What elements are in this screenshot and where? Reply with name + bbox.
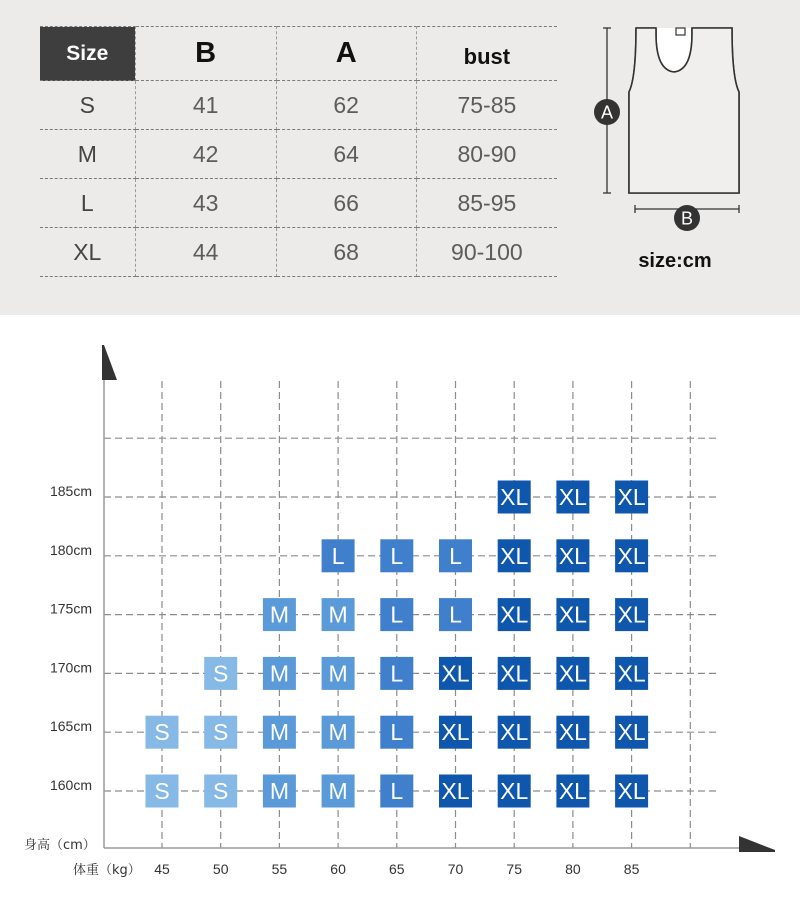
row-bust: 75-85 [416, 81, 557, 130]
size-cell [615, 539, 648, 572]
size-cell [380, 657, 413, 690]
size-cell [615, 716, 648, 749]
size-cell-label: M [328, 719, 348, 746]
size-cell-label: L [390, 778, 404, 804]
size-cell [498, 775, 531, 808]
size-cell-label: L [390, 601, 404, 628]
size-cell-label: XL [558, 601, 587, 628]
size-cell-label: M [328, 778, 348, 804]
size-table [40, 26, 557, 277]
x-tick-label: 55 [271, 861, 288, 877]
size-cell [556, 539, 589, 572]
size-cell-label: XL [617, 484, 646, 510]
size-cell [615, 598, 648, 631]
row-size: L [40, 179, 135, 228]
size-cell [263, 598, 296, 631]
x-tick-label: 85 [623, 861, 640, 877]
size-cell [322, 657, 355, 690]
size-cell-label: XL [558, 719, 587, 746]
size-cell [146, 716, 179, 749]
row-size: XL [40, 228, 135, 277]
size-cell-label: M [328, 660, 348, 687]
size-cell-label: XL [558, 660, 587, 687]
size-cell-label: S [154, 719, 170, 746]
size-cell-label: S [213, 778, 229, 804]
size-cell-label: M [269, 601, 289, 628]
size-cell-label: XL [617, 601, 646, 628]
size-cell-label: S [154, 778, 170, 804]
y-tick-label: 160cm [49, 777, 92, 793]
size-cell [322, 775, 355, 808]
size-cell-label: XL [441, 778, 470, 804]
marker-a-label: A [600, 102, 614, 123]
size-cell [439, 657, 472, 690]
size-cell [556, 598, 589, 631]
length-indicator [594, 28, 620, 193]
size-cell-label: S [213, 719, 229, 746]
size-table-header [40, 27, 557, 81]
row-a: 68 [276, 228, 416, 277]
row-b: 41 [135, 81, 276, 130]
size-cell [146, 775, 179, 808]
chart-axes [102, 345, 775, 852]
size-cell [556, 716, 589, 749]
size-cell-label: XL [558, 778, 587, 804]
size-cell-label: XL [617, 660, 646, 687]
y-tick-label: 185cm [49, 483, 92, 499]
tank-top-outline-icon [629, 28, 739, 193]
size-cell-label: XL [617, 778, 646, 804]
size-cell [380, 598, 413, 631]
size-cell [322, 716, 355, 749]
size-cell-label: XL [500, 601, 529, 628]
header-b: B [135, 27, 276, 81]
size-cell-label: L [390, 660, 404, 687]
unit-label: size:cm [638, 250, 712, 272]
row-bust: 90-100 [416, 228, 557, 277]
size-cell [439, 716, 472, 749]
size-cell [615, 775, 648, 808]
x-axis-arrow-icon [739, 836, 775, 852]
size-cell [204, 775, 237, 808]
size-cell [380, 539, 413, 572]
header-size: Size [40, 27, 135, 81]
size-cell [322, 539, 355, 572]
size-cell [615, 657, 648, 690]
row-b: 43 [135, 179, 276, 228]
size-cell [439, 539, 472, 572]
size-cell-label: L [331, 542, 345, 569]
size-cell [204, 716, 237, 749]
y-tick-label: 180cm [49, 541, 92, 558]
x-tick-label: 65 [389, 861, 405, 877]
size-cell-label: XL [617, 542, 646, 569]
y-tick-label: 165cm [49, 718, 92, 735]
size-cell-label: L [449, 601, 462, 628]
size-cell [263, 775, 296, 808]
size-cell-label: XL [500, 719, 529, 746]
table-row [40, 179, 557, 228]
width-indicator [635, 205, 739, 231]
size-cell-label: L [390, 542, 404, 569]
size-cell-label: M [269, 660, 289, 687]
size-cell-label: M [269, 719, 289, 746]
x-tick-label: 50 [212, 861, 229, 877]
size-cell [439, 598, 472, 631]
header-bust: bust [416, 27, 557, 81]
header-a: A [276, 27, 416, 81]
size-cell-label: XL [500, 484, 529, 510]
size-recommendation-chart [0, 315, 800, 900]
row-size: M [40, 130, 135, 179]
marker-b-label: B [680, 208, 694, 229]
y-tick-label: 170cm [49, 659, 92, 676]
table-row [40, 81, 557, 130]
size-cell-label: XL [500, 542, 529, 569]
row-a: 64 [276, 130, 416, 179]
table-row [40, 228, 557, 277]
x-tick-label: 75 [506, 861, 522, 877]
size-cell-label: XL [617, 719, 646, 746]
x-tick-label: 45 [154, 861, 170, 877]
row-size: S [40, 81, 135, 130]
y-tick-label: 175cm [49, 600, 92, 617]
size-cell [556, 657, 589, 690]
row-bust: 85-95 [416, 179, 557, 228]
size-cell [204, 657, 237, 690]
y-axis-arrow-icon [102, 345, 117, 380]
row-b: 42 [135, 130, 276, 179]
tank-top-diagram [592, 20, 752, 240]
row-a: 62 [276, 81, 416, 130]
x-tick-label: 60 [330, 861, 346, 877]
size-cell-label: XL [441, 719, 470, 746]
table-row [40, 130, 557, 179]
size-cell [263, 716, 296, 749]
size-cell [498, 598, 531, 631]
size-table-panel [0, 0, 800, 315]
size-cell-label: XL [500, 660, 529, 687]
size-cell-label: XL [558, 484, 587, 510]
x-tick-label: 80 [565, 861, 581, 877]
size-cell [556, 775, 589, 808]
size-cell-label: XL [558, 542, 587, 569]
x-axis-title: 体重（kg） [73, 863, 141, 878]
row-b: 44 [135, 228, 276, 277]
size-cell-label: M [328, 601, 348, 628]
size-cell-label: L [390, 719, 404, 746]
size-cell-label: XL [500, 778, 529, 804]
size-cell-label: XL [441, 660, 470, 687]
y-axis-title: 身高（cm） [24, 838, 96, 853]
size-cell [615, 481, 648, 514]
size-cell [498, 481, 531, 514]
size-cell-label: L [449, 542, 462, 569]
size-cell [380, 775, 413, 808]
size-cell [439, 775, 472, 808]
size-cell-label: M [269, 778, 289, 804]
size-cell [380, 716, 413, 749]
size-cell [498, 539, 531, 572]
row-a: 66 [276, 179, 416, 228]
size-cell-label: S [213, 660, 229, 687]
size-cell [263, 657, 296, 690]
size-cell [556, 481, 589, 514]
size-cell [322, 598, 355, 631]
size-cell [498, 716, 531, 749]
row-bust: 80-90 [416, 130, 557, 179]
x-tick-label: 70 [447, 861, 464, 877]
size-cell [498, 657, 531, 690]
